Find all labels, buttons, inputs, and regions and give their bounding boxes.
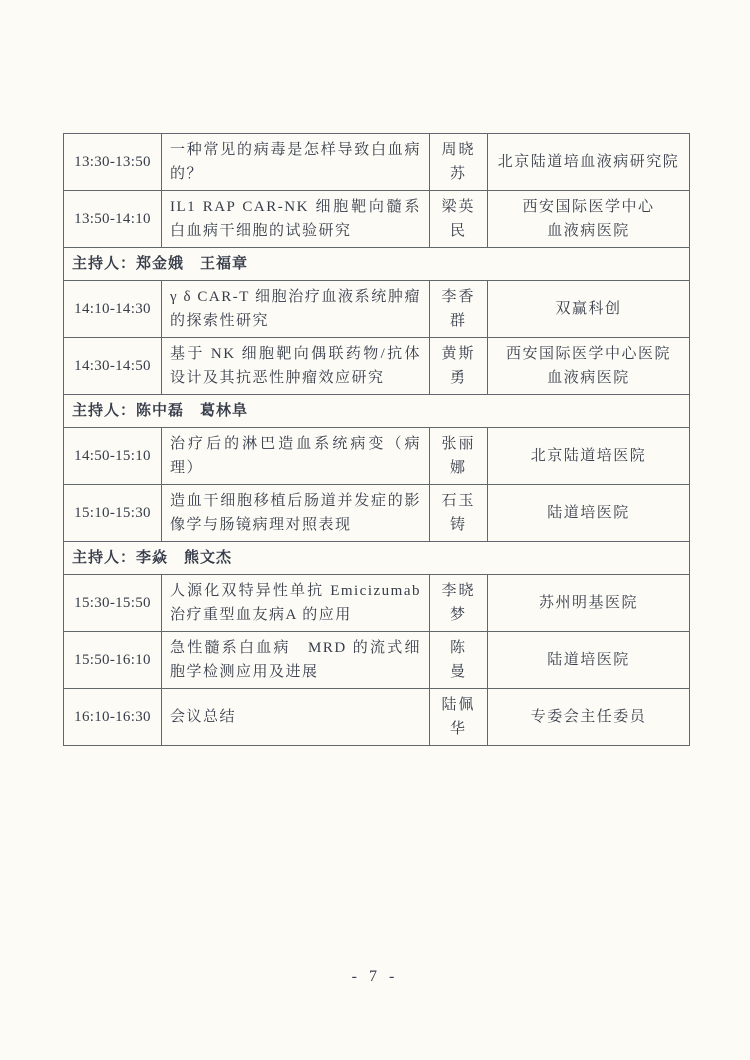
page-number: - 7 - xyxy=(351,968,399,985)
moderator-label: 主持人：李焱 熊文杰 xyxy=(64,542,690,575)
organization-line: 陆道培医院 xyxy=(547,652,630,668)
schedule-table xyxy=(63,133,690,746)
table-row xyxy=(64,281,690,338)
table-row xyxy=(64,485,690,542)
session-organization xyxy=(488,134,690,191)
session-time: 14:10-14:30 xyxy=(64,281,162,338)
session-title: 基于 NK 细胞靶向偶联药物/抗体设计及其抗恶性肿瘤效应研究 xyxy=(162,338,430,395)
session-title: 会议总结 xyxy=(162,689,430,746)
session-speaker: 黄斯勇 xyxy=(430,338,488,395)
organization-line: 北京陆道培血液病研究院 xyxy=(497,154,680,170)
organization-line: 西安国际医学中心医院 xyxy=(505,346,671,362)
session-speaker: 陆佩华 xyxy=(430,689,488,746)
table-row xyxy=(64,632,690,689)
session-organization xyxy=(488,632,690,689)
session-organization xyxy=(488,191,690,248)
session-title: IL1 RAP CAR-NK 细胞靶向髓系白血病干细胞的试验研究 xyxy=(162,191,430,248)
table-row xyxy=(64,338,690,395)
moderator-label: 主持人：郑金娥 王福章 xyxy=(64,248,690,281)
session-title: 急性髓系白血病 MRD 的流式细胞学检测应用及进展 xyxy=(162,632,430,689)
session-organization xyxy=(488,689,690,746)
organization-line: 陆道培医院 xyxy=(547,505,630,521)
organization-line: 西安国际医学中心 xyxy=(522,199,655,215)
organization-line: 专委会主任委员 xyxy=(530,709,647,725)
session-time: 13:50-14:10 xyxy=(64,191,162,248)
session-time: 16:10-16:30 xyxy=(64,689,162,746)
table-row xyxy=(64,191,690,248)
session-time: 15:10-15:30 xyxy=(64,485,162,542)
session-organization xyxy=(488,281,690,338)
table-row xyxy=(64,395,690,428)
session-speaker: 梁英民 xyxy=(430,191,488,248)
session-organization xyxy=(488,485,690,542)
organization-line: 血液病医院 xyxy=(547,370,630,386)
table-row xyxy=(64,428,690,485)
session-time: 15:50-16:10 xyxy=(64,632,162,689)
table-row xyxy=(64,542,690,575)
table-row xyxy=(64,248,690,281)
session-title: 治疗后的淋巴造血系统病变（病理） xyxy=(162,428,430,485)
session-title: 造血干细胞移植后肠道并发症的影像学与肠镜病理对照表现 xyxy=(162,485,430,542)
session-time: 14:50-15:10 xyxy=(64,428,162,485)
session-organization xyxy=(488,428,690,485)
organization-line: 苏州明基医院 xyxy=(538,595,638,611)
session-organization xyxy=(488,338,690,395)
session-speaker: 陈 曼 xyxy=(430,632,488,689)
session-speaker: 李晓梦 xyxy=(430,575,488,632)
session-speaker: 周晓苏 xyxy=(430,134,488,191)
session-speaker: 张丽娜 xyxy=(430,428,488,485)
session-time: 13:30-13:50 xyxy=(64,134,162,191)
session-organization xyxy=(488,575,690,632)
session-time: 15:30-15:50 xyxy=(64,575,162,632)
table-row xyxy=(64,134,690,191)
session-speaker: 石玉铸 xyxy=(430,485,488,542)
session-title: 一种常见的病毒是怎样导致白血病的？ xyxy=(162,134,430,191)
session-title: γ δ CAR-T 细胞治疗血液系统肿瘤的探索性研究 xyxy=(162,281,430,338)
organization-line: 双赢科创 xyxy=(555,301,622,317)
session-time: 14:30-14:50 xyxy=(64,338,162,395)
table-row xyxy=(64,689,690,746)
session-speaker: 李香群 xyxy=(430,281,488,338)
organization-line: 北京陆道培医院 xyxy=(530,448,647,464)
moderator-label: 主持人：陈中磊 葛林阜 xyxy=(64,395,690,428)
session-title: 人源化双特异性单抗 Emicizumab 治疗重型血友病A 的应用 xyxy=(162,575,430,632)
organization-line: 血液病医院 xyxy=(547,223,630,239)
table-row xyxy=(64,575,690,632)
